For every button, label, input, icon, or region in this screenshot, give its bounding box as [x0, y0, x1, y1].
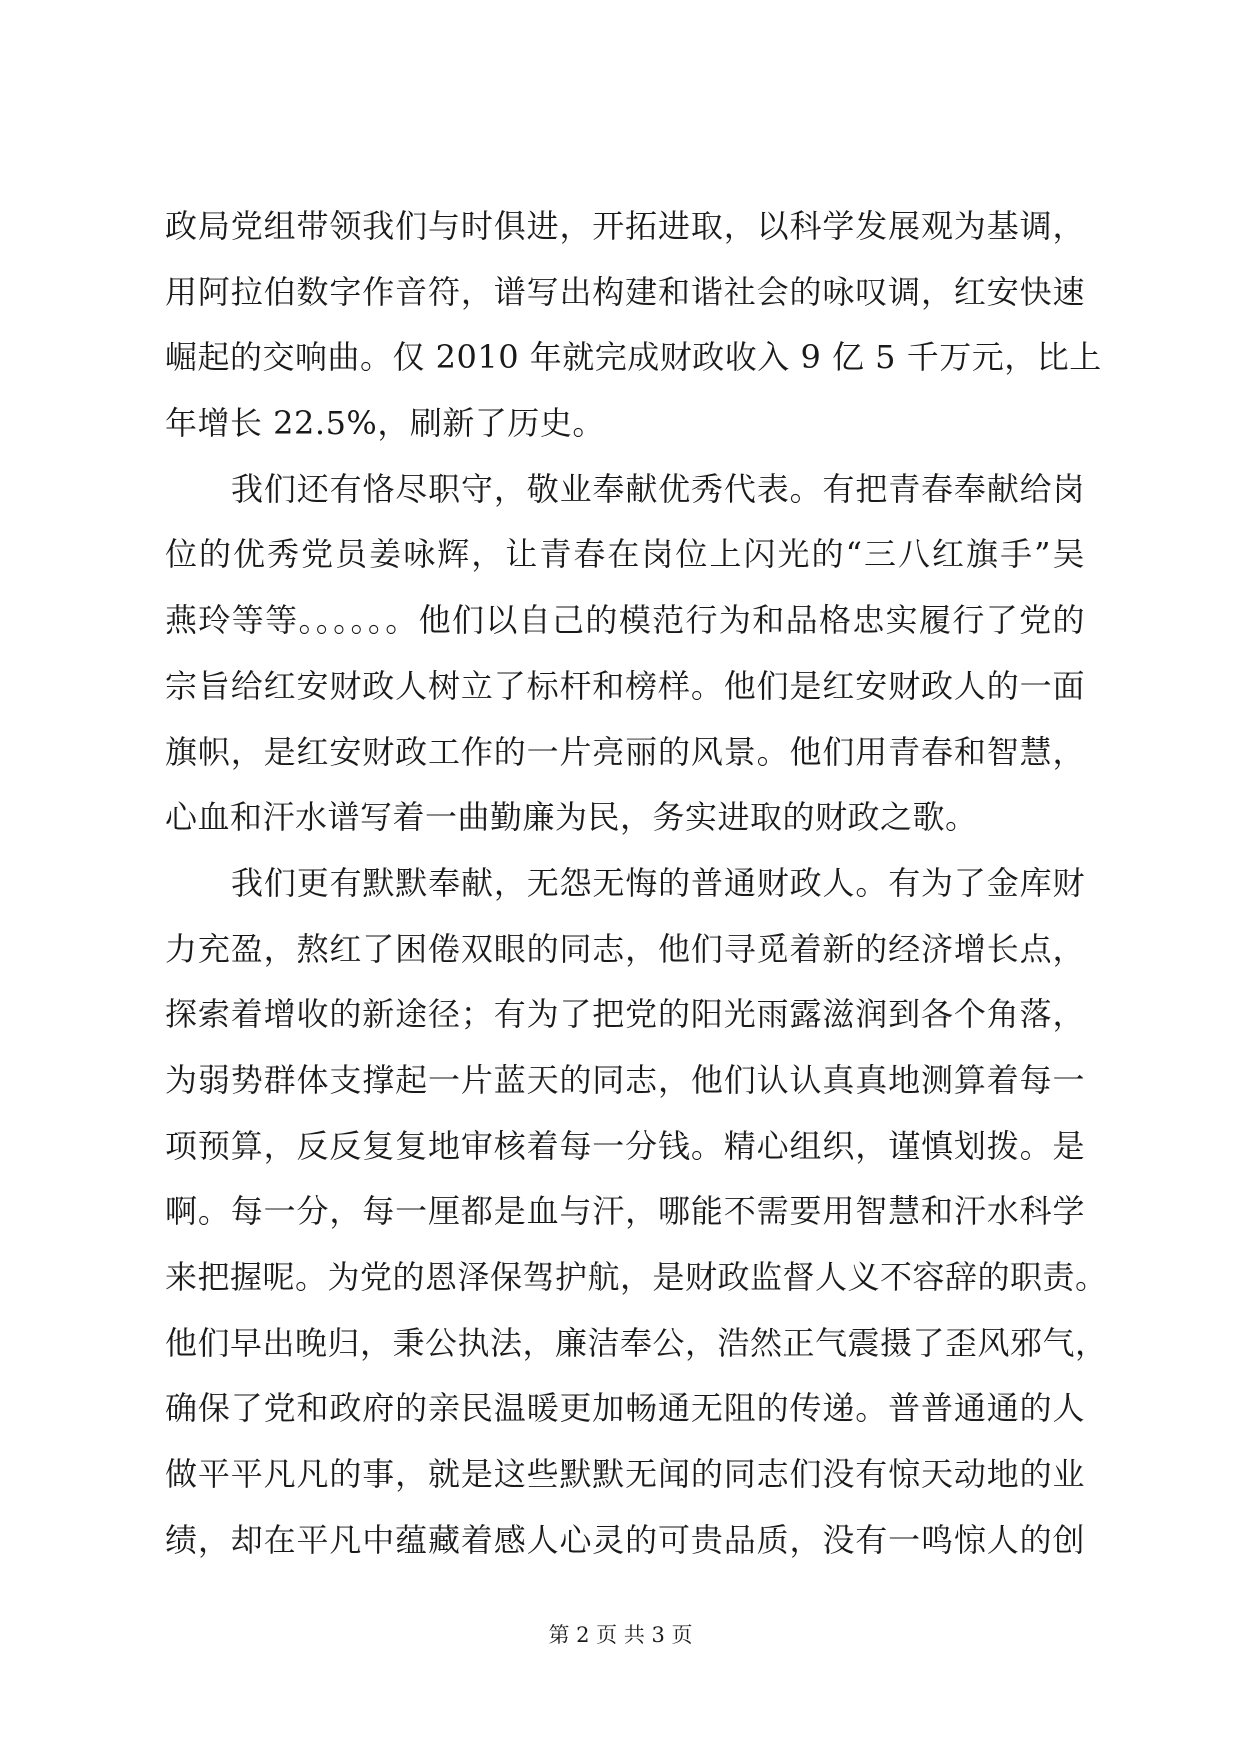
text-line: 他们早出晚归，秉公执法，廉洁奉公，浩然正气震摄了歪风邪气，: [165, 1323, 1108, 1362]
text-line: 绩，却在平凡中蕴藏着感人心灵的可贵品质，没有一鸣惊人的创: [165, 1520, 1085, 1559]
page-number-footer: 第 2 页 共 3 页: [548, 1623, 693, 1647]
text-line: 年增长 22.5%，刷新了历史。: [165, 404, 605, 443]
text-line: 项预算，反反复复地审核着每一分钱。精心组织，谨慎划拨。是: [165, 1126, 1085, 1165]
text-line: 啊。每一分，每一厘都是血与汗，哪能不需要用智慧和汗水科学: [165, 1192, 1085, 1231]
text-line: 崛起的交响曲。仅 2010 年就完成财政收入 9 亿 5 千万元，比上: [165, 338, 1102, 377]
text-line: 宗旨给红安财政人树立了标杆和榜样。他们是红安财政人的一面: [165, 666, 1085, 705]
text-line: 旗帜，是红安财政工作的一片亮丽的风景。他们用青春和智慧，: [165, 732, 1085, 771]
paragraph-first-line: 我们更有默默奉献，无怨无悔的普通财政人。有为了金库财: [231, 863, 1085, 902]
text-line: 燕玲等等。。。。。。他们以自己的模范行为和品格忠实履行了党的: [165, 601, 1085, 640]
document-body: [165, 202, 1108, 1581]
text-line: 为弱势群体支撑起一片蓝天的同志，他们认认真真地测算着每一: [165, 1060, 1085, 1099]
text-line: 用阿拉伯数字作音符，谱写出构建和谐社会的咏叹调，红安快速: [165, 272, 1085, 311]
text-line: 确保了党和政府的亲民温暖更加畅通无阻的传递。普普通通的人: [165, 1389, 1085, 1428]
text-line: 来把握呢。为党的恩泽保驾护航，是财政监督人义不容辞的职责。: [165, 1258, 1108, 1296]
text-line: 探索着增收的新途径；有为了把党的阳光雨露滋润到各个角落，: [165, 995, 1085, 1034]
text-line: 政局党组带领我们与时俱进，开拓进取，以科学发展观为基调，: [165, 207, 1085, 245]
text-line: 力充盈，熬红了困倦双眼的同志，他们寻觅着新的经济增长点，: [165, 929, 1085, 968]
text-line: 位的优秀党员姜咏辉，让青春在岗位上闪光的“三八红旗手”吴: [165, 535, 1085, 574]
text-line: 做平平凡凡的事，就是这些默默无闻的同志们没有惊天动地的业: [165, 1455, 1085, 1494]
paragraph-first-line: 我们还有恪尽职守，敬业奉献优秀代表。有把青春奉献给岗: [231, 469, 1085, 508]
text-line: 心血和汗水谱写着一曲勤廉为民，务实进取的财政之歌。: [165, 798, 978, 837]
